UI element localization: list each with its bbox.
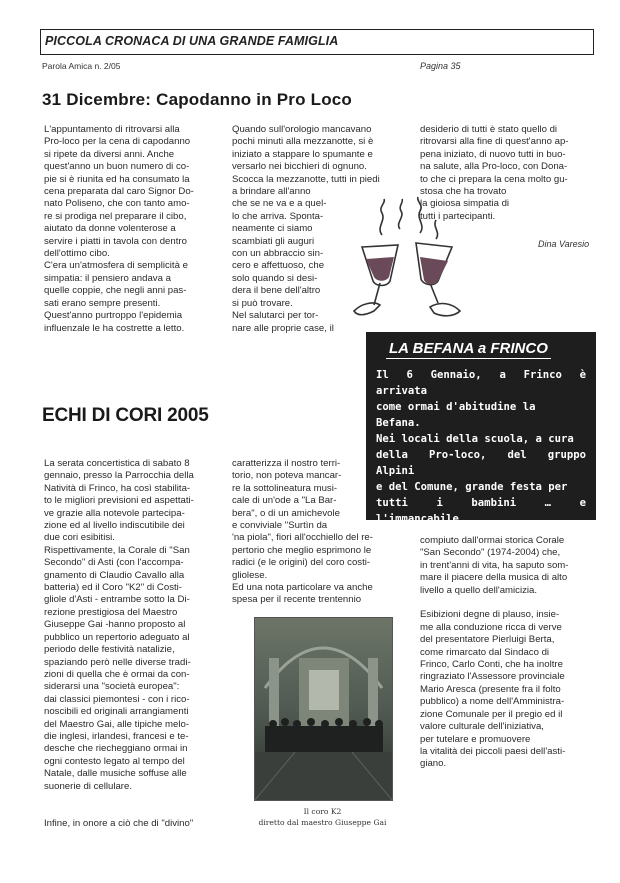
text-line: "San Secondo" (1974-2004) che, — [420, 547, 561, 559]
toast-glasses-illustration — [340, 195, 480, 325]
text-line: tutti i bambini … e l'immancabile — [376, 497, 586, 525]
text-line: quelle coppie, che negli anni pas- — [44, 285, 187, 297]
text-line: nato Poliseno, che con tanto amo- — [44, 198, 190, 210]
text-line: spesa per il recente trentennio — [232, 594, 362, 606]
text-line: Rispettivamente, la Corale di "San — [44, 544, 190, 556]
text-line: L'appuntamento di ritrovarsi alla — [44, 124, 180, 135]
text-line: spaziando però nelle diverse tradi- — [44, 656, 191, 668]
text-line: Ed una nota particolare va anche — [232, 582, 373, 594]
text-line: Il coro K2 — [303, 807, 342, 816]
article-title-capodanno: 31 Dicembre: Capodanno in Pro Loco — [42, 90, 353, 109]
author-signature: Dina Varesio — [538, 239, 590, 249]
text-line: periodo delle festività natalizie, — [44, 644, 175, 656]
text-line: bera", o di un amichevole — [232, 507, 340, 519]
text-line: stosa che ha trovato — [420, 186, 507, 198]
text-line: simpatia: il pensiero andava a — [44, 272, 171, 284]
text-line: e conviviale "Surtìn da — [232, 520, 328, 532]
text-line: iniziato a stappare lo spumante e — [232, 148, 373, 160]
article-title-echi-di-cori: ECHI DI CORI 2005 — [42, 405, 209, 426]
text-line: in trent'anni di vita, ha saputo som- — [420, 559, 569, 571]
text-line: quest'anno un buon numero di co- — [44, 161, 190, 173]
text-line: del Maestro Gai, alle tipiche melo- — [44, 718, 190, 730]
text-line: del presentatore Pierluigi Berta, — [420, 634, 555, 646]
cori-column-3 — [420, 535, 598, 771]
text-line: 'na piola", fiori all'occhiello del re- — [232, 532, 373, 544]
text-line: to le migliori previsioni ed aspettati- — [44, 495, 194, 507]
text-line: siderarsi una "società europea": — [44, 681, 180, 693]
text-line: per tutelare e promuovere — [420, 733, 531, 745]
text-line: Nei locali della scuola, a cura — [376, 433, 574, 445]
text-line: die inglesi, irlandesi, francesi e te- — [44, 730, 189, 742]
text-line: calza! — [376, 529, 415, 541]
text-line: aiutato da donne volenterose a — [44, 223, 176, 235]
text-line: diretto dal maestro Giuseppe Gai — [258, 818, 387, 827]
text-line: influenzale le ha costrette a letto. — [44, 322, 185, 334]
cori-column-1 — [44, 458, 222, 793]
text-line: Esibizioni degne di plauso, insie- — [420, 609, 560, 621]
issue-number: Parola Amica n. 2/05 — [42, 61, 121, 71]
text-line: Il 6 Gennaio, a Frinco è arrivata — [376, 369, 586, 397]
text-line: torio, non poteva mancar- — [232, 470, 342, 482]
text-line: pie si è riunita ed ha consumato la — [44, 173, 190, 185]
text-line: gliole d'Asti - entrambe sotto la Di- — [44, 594, 190, 606]
text-line: giano. — [420, 758, 447, 770]
text-line: gliolese. — [232, 569, 268, 581]
photo-caption — [240, 806, 405, 828]
text-line: noscibili ed originali arrangiamenti — [44, 706, 189, 718]
text-line: Frinco, Carlo Conti, che ha inoltre — [420, 659, 563, 671]
text-line: della Pro-loco, del gruppo Alpini — [376, 449, 586, 477]
text-line: gennaio, presso la Parrocchia della — [44, 470, 194, 482]
text-line: cena preparata dal caro Signor Do- — [44, 186, 194, 198]
text-line: C'era un'atmosfera di semplicità e — [44, 260, 188, 272]
text-line: ritrovarsi alla fine di quest'anno ap- — [420, 136, 569, 148]
text-line: Natale, dalle musiche soffuse alle — [44, 768, 187, 780]
text-line: zione ed al livello indiscutibile dei — [44, 520, 185, 532]
text-line: Mario Aresca (presente fra il folto — [420, 683, 561, 695]
text-line: solo quando si desi- — [232, 272, 318, 284]
text-line: e del Comune, grande festa per — [376, 481, 568, 493]
choir-photo — [254, 617, 393, 801]
text-line: pubblico un repertorio adeguato al — [44, 631, 190, 643]
text-line: na salute, alla Pro-loco, con Dona- — [420, 161, 568, 173]
text-line: mare il piacere della musica di alto — [420, 572, 568, 584]
text-line: tutti i partecipanti. — [420, 210, 496, 222]
text-line: radici (e le origini) del coro costi- — [232, 557, 371, 569]
text-line: suonerie di cellulare. — [44, 780, 132, 792]
befana-text — [376, 367, 586, 543]
text-line: me alla conduzione ricca di verve — [420, 621, 562, 633]
text-line: dera il bene dell'altro — [232, 285, 321, 297]
text-line: con un abbraccio sin- — [232, 248, 324, 260]
text-line: Natività di Frinco, ha così stabilita- — [44, 482, 191, 494]
text-line: che se ne va e a quel- — [232, 198, 327, 210]
text-line: nare alle proprie case, il — [232, 322, 334, 334]
text-line: batteria) ed il Coro "K2" di Costi- — [44, 582, 182, 594]
text-line: dai classici piemontesi - con i rico- — [44, 693, 190, 705]
cori-column-1-end: Infine, in onore a ciò che di "divino" — [44, 818, 194, 829]
text-line: due cori esibitisi. — [44, 532, 115, 544]
text-line: Pro-loco per la cena di capodanno — [44, 136, 191, 148]
text-line: la gioiosa simpatia di — [420, 198, 510, 210]
text-line: livello a quello dell'amicizia. — [420, 584, 538, 596]
text-line: re si prodiga nel preparare il cibo, — [44, 210, 187, 222]
text-line: zioni di quella che è ormai da con- — [44, 668, 190, 680]
text-line: desche che riecheggiano ormai in — [44, 743, 188, 755]
text-line: desiderio di tutti è stato quello di — [420, 124, 558, 135]
text-line: ogni contesto legato al tempo del — [44, 755, 185, 767]
capodanno-column-1 — [44, 124, 222, 335]
text-line: rezione prestigiosa del Maestro — [44, 606, 178, 618]
text-line: caratterizza il nostro terri- — [232, 458, 341, 469]
running-title: PICCOLA CRONACA DI UNA GRANDE FAMIGLIA — [40, 29, 594, 55]
text-line: re la sottolineatura musi- — [232, 482, 338, 494]
cori-column-2 — [232, 458, 404, 607]
text-line: pena iniziato, di nuovo tutti in buo- — [420, 148, 566, 160]
text-line: Scocca la mezzanotte, tutti in piedi — [232, 173, 380, 185]
text-line: zione Comunale per il pregio ed il — [420, 708, 563, 720]
text-line: compiuto dall'ormai storica Corale — [420, 535, 565, 546]
text-line: pochi minuti alla mezzanotte, si è — [232, 136, 374, 148]
text-line: neamente ci siamo — [232, 223, 313, 235]
text-line: si può trovare. — [232, 297, 293, 309]
page-number: Pagina 35 — [420, 61, 461, 71]
text-line: valore culturale dell'iniziativa, — [420, 721, 544, 733]
text-line: Nel salutarci per tor- — [232, 310, 319, 322]
text-line: cale di un'ode a "La Bar- — [232, 495, 337, 507]
text-line: to che ci prepara la cena molto gu- — [420, 173, 568, 185]
text-line: gnamento di Claudio Cavallo alla — [44, 569, 185, 581]
text-line: cero e affettuoso, che — [232, 260, 325, 272]
text-line: pertorio che meglio esprimono le — [232, 544, 372, 556]
befana-title: LA BEFANA a FRINCO — [386, 340, 551, 359]
text-line — [420, 597, 598, 609]
text-line: a brindare all'anno — [232, 186, 311, 198]
text-line: lo che arriva. Sponta- — [232, 210, 324, 222]
text-line: sati erano sempre presenti. — [44, 297, 161, 309]
text-line: la vitalità dei piccoli paesi dell'asti- — [420, 745, 566, 757]
text-line: Quando sull'orologio mancavano — [232, 124, 372, 135]
text-line: Quest'anno purtroppo l'epidemia — [44, 310, 183, 322]
text-line: Befana. — [376, 417, 421, 429]
text-line: come rimarcato dal Sindaco di — [420, 646, 550, 658]
text-line: La serata concertistica di sabato 8 — [44, 458, 190, 469]
text-line: come ormai d'abitudine la — [376, 401, 536, 413]
text-line: pubblico) a nome dell'Amministra- — [420, 696, 565, 708]
text-line: Secondo" di Asti (con l'accompa- — [44, 557, 184, 569]
text-line: ve grazie alla notevole partecipa- — [44, 507, 185, 519]
text-line: Giuseppe Gai -hanno proposto al — [44, 619, 186, 631]
text-line: dell'ottimo cibo. — [44, 248, 110, 260]
text-line: versarlo nei bicchieri di ognuno. — [232, 161, 367, 173]
text-line: servire i piatti in tavola con dentro — [44, 235, 187, 247]
text-line: scambiati gli auguri — [232, 235, 315, 247]
text-line: ringraziato l'Assessore provinciale — [420, 671, 565, 683]
text-line: si ripete da diversi anni. Anche — [44, 148, 175, 160]
